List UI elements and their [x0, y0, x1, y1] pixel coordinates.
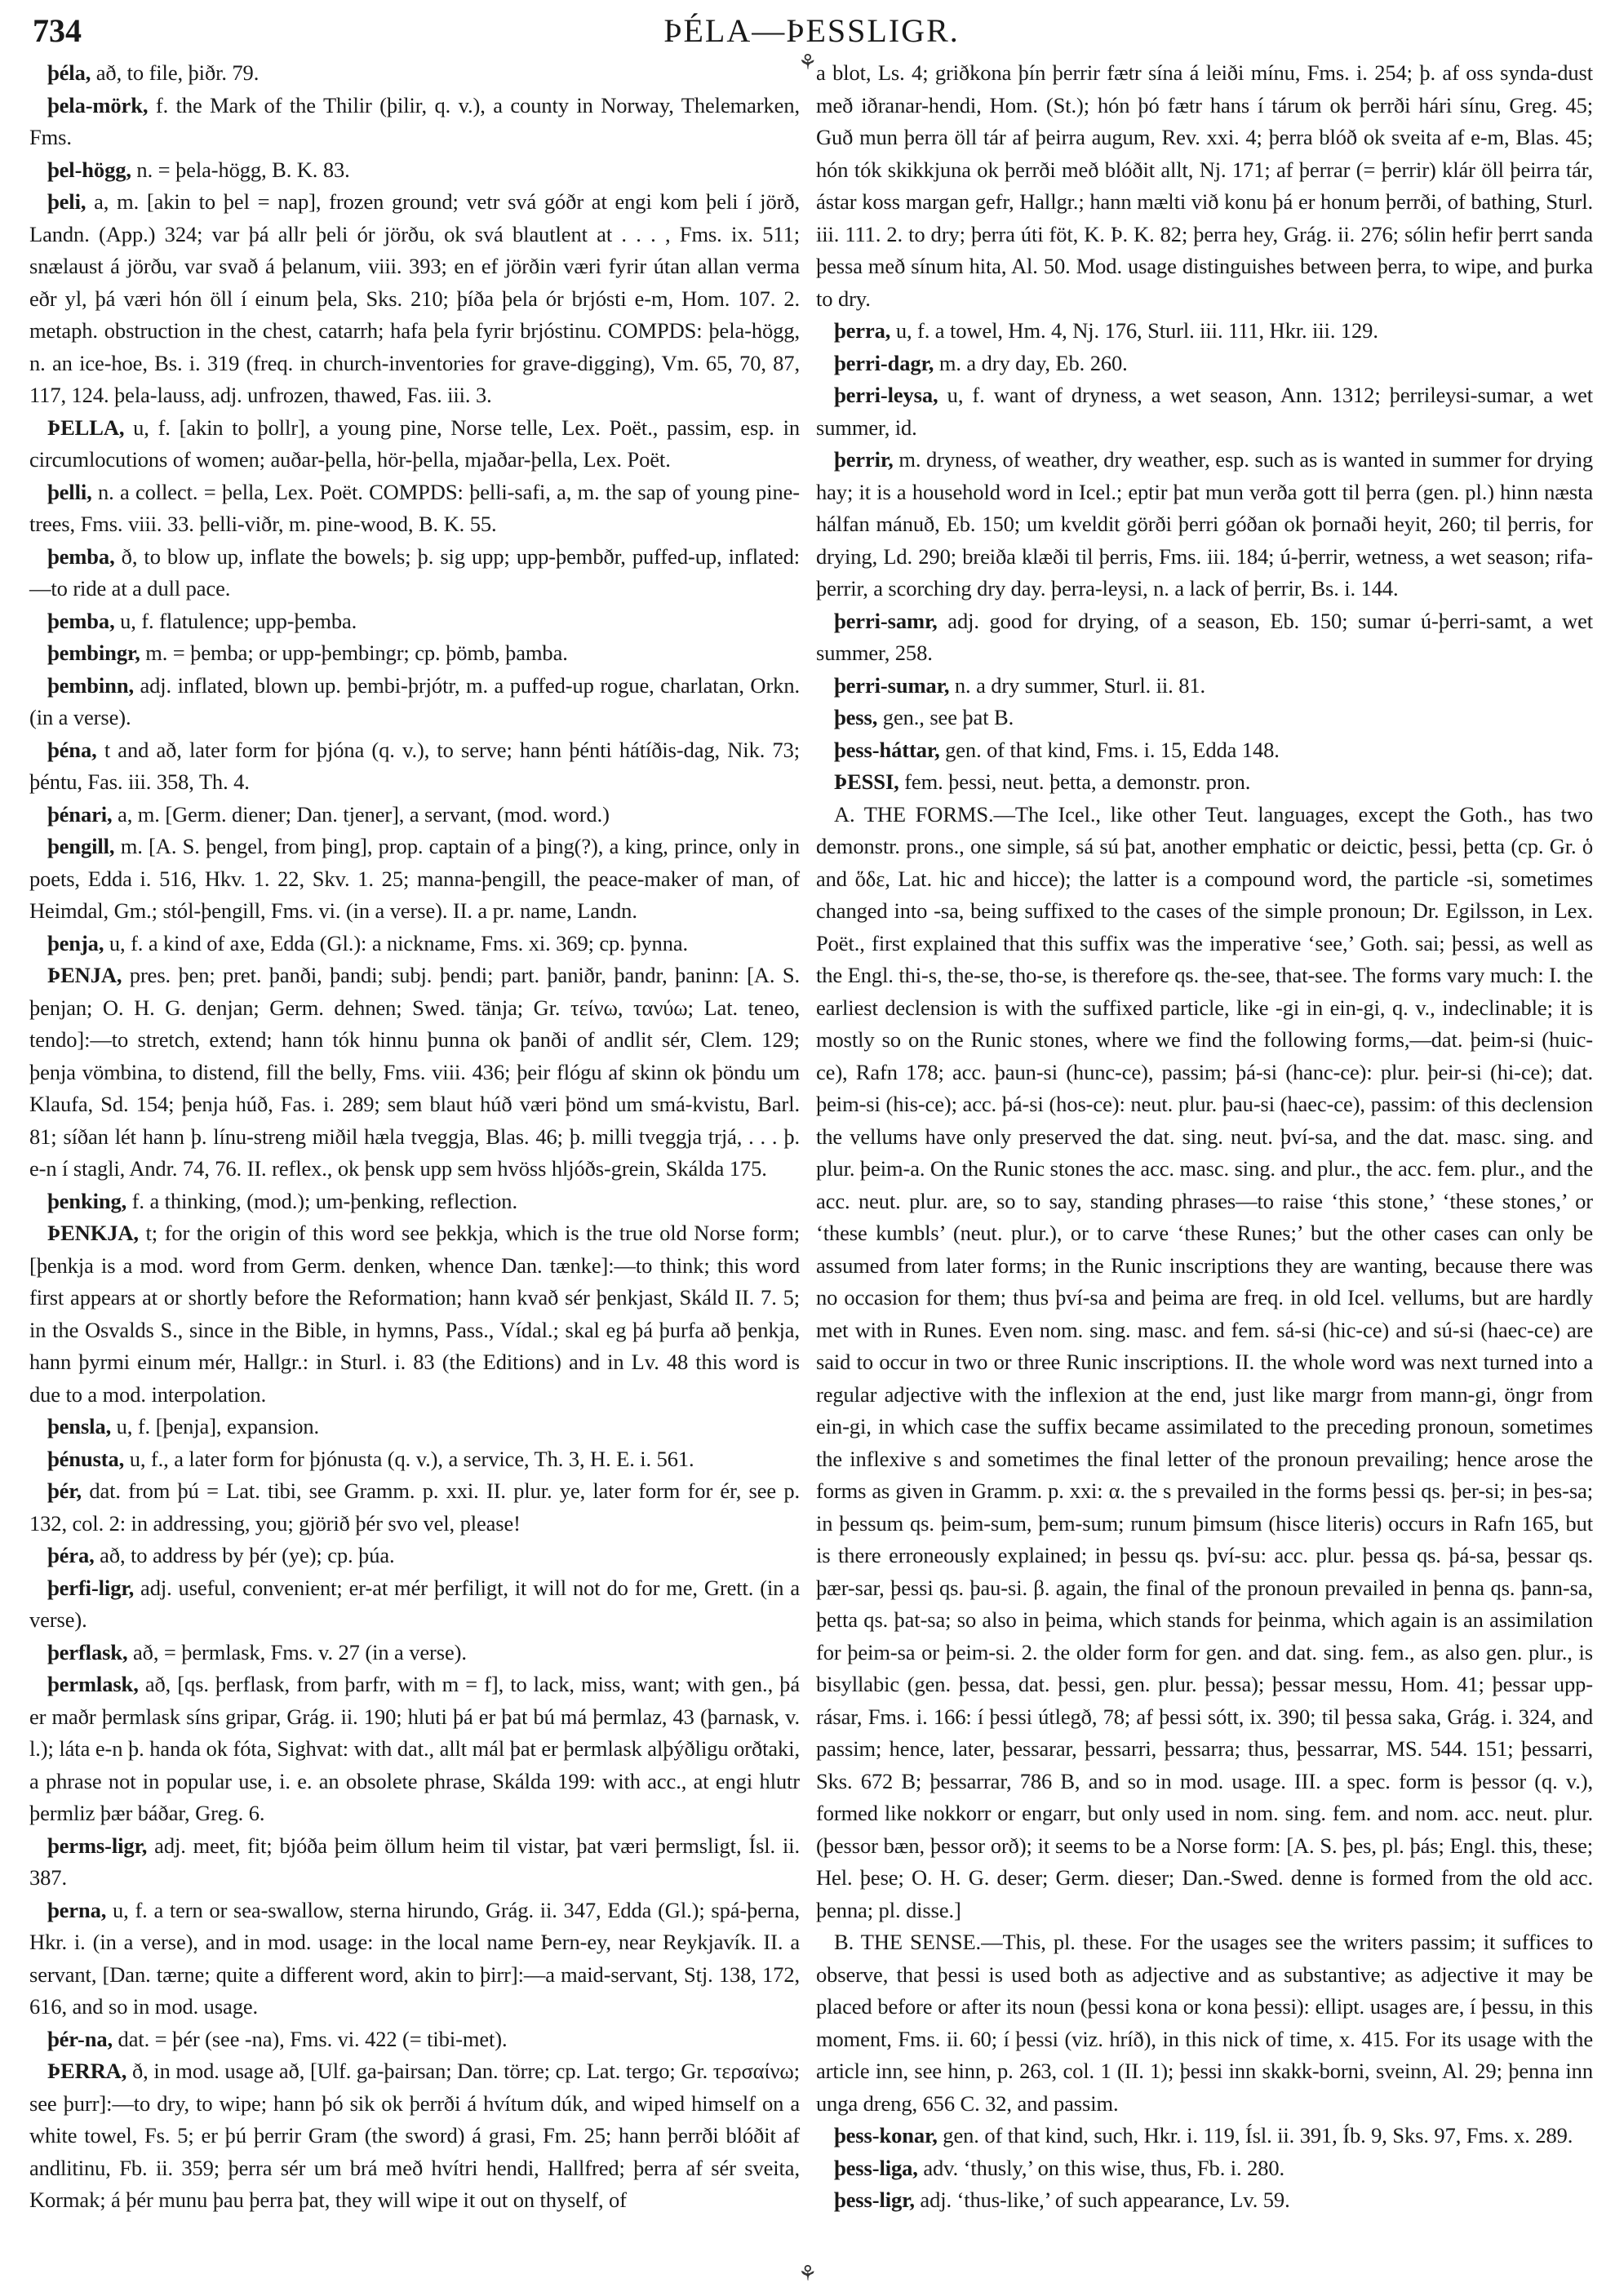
dictionary-entry — [816, 1926, 1593, 2120]
entry-headword: ÞENJA, — [47, 963, 122, 987]
entry-headword: þerri-leysa, — [834, 383, 938, 407]
entry-headword: þerflask, — [47, 1639, 128, 1664]
dictionary-entry — [29, 1895, 800, 2023]
entry-headword: þelli, — [47, 479, 92, 504]
entry-definition: m. dryness, of weather, dry weather, esp. such as is wanted in summer for drying hay; it is a household word in Icel.; eptir þat mun verða gott til þerra (gen. pl.) hinn næsta hálfan mánuð, Eb. 150; um kveldit görði þerri góðan ok þornaði heyit, 260; til þerris, for drying, Ld. 290; breiða klæði til þerris, Fms. iii. 184; ú-þerrir, wetness, a wet season; rifa-þerrir, a scorching dry day. þerra-leysi, n. a lack of þerrir, Bs. i. 144. — [816, 447, 1593, 601]
entry-headword: þerms-ligr, — [47, 1833, 148, 1858]
entry-definition: u, f. a tern or sea-swallow, sterna hirundo, Grág. ii. 347, Edda (Gl.); spá-þerna, Hkr. i. (in a verse), and in mod. usage: in the local name Þern-ey, near Reykjavík. II. a servant, [Dan. tærne; quite a different word, akin to þirr]:—a maid-servant, Stj. 138, 172, 616, and so in mod. usage. — [29, 1897, 800, 2019]
dictionary-entry — [816, 315, 1593, 348]
entry-headword: þerri-dagr, — [834, 350, 934, 375]
dictionary-entry — [29, 670, 800, 734]
dictionary-entry — [816, 57, 1593, 315]
entry-headword: þerri-sumar, — [834, 672, 950, 698]
dictionary-entry — [29, 928, 800, 960]
entry-definition: að, to address by þér (ye); cp. þúa. — [94, 1543, 395, 1567]
dictionary-entry — [816, 379, 1593, 444]
entry-headword: þess-háttar, — [834, 737, 940, 762]
entry-definition: u, f. a kind of axe, Edda (Gl.): a nickname, Fms. xi. 369; cp. þynna. — [104, 930, 689, 955]
entry-headword: ÞERRA, — [47, 2059, 127, 2083]
entry-definition: fem. þessi, neut. þetta, a demonstr. pron. — [898, 769, 1251, 794]
entry-definition: f. a thinking, (mod.); um-þenking, reflection. — [126, 1188, 517, 1213]
entry-headword: ÞENKJA, — [47, 1221, 139, 1245]
dictionary-entry — [29, 1411, 800, 1443]
dictionary-entry — [816, 734, 1593, 767]
entry-headword: þerna, — [47, 1897, 107, 1922]
dictionary-entry — [816, 702, 1593, 734]
dictionary-entry — [29, 1443, 800, 1476]
entry-definition: að, [qs. þerflask, from þarfr, with m = f], to lack, miss, want; with gen., þá er maðr þermlask síns gripar, Grág. ii. 190; hluti þá er þat bú má þermlaz, 43 (þarnask, v. l.); láta e-n þ. handa ok fóta, Sighvat: with dat., allt mál þat er þermlask alþýðligu orðtaki, a phrase not in popular use, i. e. an obsolete phrase, Skálda 199: with acc., at engi hlutr þermliz þær báðar, Greg. 6. — [29, 1672, 800, 1825]
entry-definition: u, f., a later form for þjónusta (q. v.), a service, Th. 3, H. E. i. 561. — [124, 1446, 694, 1471]
entry-headword: þemba, — [47, 543, 115, 569]
dictionary-entry — [29, 1637, 800, 1669]
entry-headword: þembinn, — [47, 672, 134, 698]
entry-headword: þess, — [834, 705, 878, 729]
entry-definition: adj. useful, convenient; er-at mér þerfiligt, it will not do for me, Grett. (in a verse). — [29, 1575, 800, 1632]
dictionary-entry — [816, 605, 1593, 670]
entry-headword: þér-na, — [47, 2026, 113, 2051]
entry-headword: þensla, — [47, 1414, 112, 1438]
entry-headword: þemba, — [47, 608, 115, 633]
dictionary-entry — [29, 90, 800, 154]
entry-definition: n. a collect. = þella, Lex. Poët. COMPDS: þelli-safi, a, m. the sap of young pine-trees, Fms. viii. 33. þelli-viðr, m. pine-wood, B. K. 55. — [29, 479, 800, 536]
dictionary-entry — [29, 960, 800, 1186]
entry-headword: þénari, — [47, 801, 113, 827]
entry-definition: dat. = þér (see -na), Fms. vi. 422 (= tibi-met). — [113, 2026, 508, 2051]
column-ornament-bottom-icon: ⚘ — [798, 2262, 818, 2285]
page-number: 734 — [33, 12, 82, 49]
entry-definition: u, f. [þenja], expansion. — [111, 1414, 320, 1438]
page-header — [33, 11, 1591, 52]
entry-headword: þéna, — [47, 737, 97, 762]
entry-definition: A. THE FORMS.—The Icel., like other Teut. languages, except the Goth., has two demonstr. prons., one simple, sá sú þat, another emphatic or deictic, þessi, þetta (cp. Gr. ὁ and ὅδε, Lat. hic and hicce); the latter is a compound word, the particle -si, sometimes changed into -sa, being suffixed to the cases of the simple pronoun; Dr. Egilsson, in Lex. Poët., first explained that this suffix was the imperative ‘see,’ Goth. sai; þessi, as well as the Engl. thi-s, the-se, tho-se, is therefore qs. the-see, that-see. The forms vary much: I. the earliest declension is with the suffixed particle, like -gi in ein-gi, q. v., indeclinable; it is mostly so on the Runic stones, where we find the following forms,—dat. þeim-si (huic-ce), Rafn 178; acc. þaun-si (hunc-ce), passim; þá-si (hanc-ce): plur. þeir-si (hi-ce); dat. þeim-si (his-ce); acc. þá-si (hos-ce): neut. plur. þau-si (haec-ce), passim: of this declension the vellums have only preserved the dat. sing. neut. því-sa, and the dat. masc. sing. and plur. þeim-a. On the Runic stones the acc. masc. sing. and plur., the acc. fem. plur., and the acc. neut. plur. are, so to say, standing phrases—to raise ‘this stone,’ ‘these stones,’ or ‘these kumbls’ (neut. plur.), or to carve ‘these Runes;’ but the other cases can only be assumed from later forms; in the Runic inscriptions they are wanting, because there was no occasion for them; thus því-sa and þeima are freq. in old Icel. vellums, but are hardly met with in Runes. Even nom. sing. masc. and fem. sá-si (hic-ce) and sú-si (haec-ce) are said to occur in two or three Runic inscriptions. II. the whole word was next turned into a regular adjective with the inflexion at the end, just like margr from mann-gi, öngr from ein-gi, in which case the suffix became assimilated to the preceding pronoun, sometimes the inflexive s and sometimes the final letter of the pronoun prevailing; hence arose the forms as given in Gramm. p. xxi: α. the s prevailed in the forms þessi qs. þer-si; in þes-sa; in þessum qs. þeim-sum, þem-sum; runum þimsum (hisce literis) occurs in Rafn 165, but is there erroneously explained; in þessu qs. því-su: acc. plur. þessa qs. þá-sa, þessar qs. þær-sar, þessi qs. þau-si. β. again, the final of the pronoun prevailed in þenna qs. þann-sa, þetta qs. þat-sa; so also in þeima, which stands for þeinma, which again is an assimilation for þeim-sa or þeim-si. 2. the older form for gen. and dat. sing. fem., as also gen. plur., is bisyllabic (gen. þessa, dat. þessi, gen. plur. þessa); þessar messu, Hom. 41; þessar upp-rásar, Fms. i. 166: í þessi útlegð, 78; af þessi sótt, ix. 390; til þessa saka, Grág. i. 324, and passim; hence, later, þessarar, þessarri, þessarra; thus, þessarrar, MS. 544. 151; þessarri, Sks. 672 B; þessarrar, 786 B, and so in mod. usage. III. a spec. form is þessor (q. v.), formed like nokkorr or engarr, but only used in nom. sing. fem. and nom. acc. neut. plur. (þessor bæn, þessor orð); it seems to be a Norse form: [A. S. þes, pl. þás; Engl. this, these; Hel. þese; O. H. G. deser; Germ. dieser; Dan.-Swed. denne is formed from the old acc. þenna; pl. disse.] — [816, 801, 1593, 1922]
entry-definition: gen. of that kind, such, Hkr. i. 119, Ísl. ii. 391, Íb. 9, Sks. 97, Fms. x. 289. — [937, 2123, 1573, 2148]
entry-definition: n. a dry summer, Sturl. ii. 81. — [949, 672, 1206, 698]
entry-definition: B. THE SENSE.—This, pl. these. For the usages see the writers passim; it suffices to observe, that þessi is used both as adjective and as substantive; as adjective it may be placed before or after its noun (þessi kona or kona þessi): ellipt. usages are, í þessu, in this moment, Fms. ii. 60; í þessi (viz. hríð), in this nick of time, x. 415. For its usage with the article inn, see hinn, p. 263, col. 1 (II. 1); þessi inn skakk-borni, sveinn, Al. 29; þenna inn unga dreng, 656 C. 32, and passim. — [816, 1930, 1593, 2116]
entry-headword: þela-mörk, — [47, 92, 149, 117]
entry-definition: f. the Mark of the Thilir (þilir, q. v.), a county in Norway, Thelemarken, Fms. — [29, 92, 800, 149]
entry-definition: t and að, later form for þjóna (q. v.), to serve; hann þénti hátíðis-dag, Nik. 73; þéntu, Fas. iii. 358, Th. 4. — [29, 737, 800, 794]
entry-headword: þermlask, — [47, 1672, 139, 1696]
dictionary-entry — [29, 1669, 800, 1830]
entry-headword: ÞESSI, — [834, 769, 899, 794]
entry-definition: pres. þen; pret. þanði, þandi; subj. þendi; part. þaniðr, þandr, þaninn: [A. S. þenjan; O. H. G. denjan; Germ. dehnen; Swed. tänja; Gr. τείνω, τανύω; Lat. teneo, tendo]:—to stretch, extend; hann tók hinnu þunna ok þanði of andlit sér, Clem. 129; þenja vömbina, to distend, fill the belly, Fms. viii. 436; þeir flógu af skinn ok þöndu um Klaufa, Sd. 154; þenja húð, Fas. i. 289; sem blaut húð væri þönd um smá-kvistu, Barl. 81; síðan lét hann þ. línu-streng miðil hæla tveggja, Blas. 46; þ. milli tveggja trjá, . . . þ. e-n í stagli, Andr. 74, 76. II. reflex., ok þensk upp sem hvöss hljóðs-grein, Skálda 175. — [29, 963, 800, 1181]
page-title: ÞÉLA—ÞESSLIGR. — [663, 12, 960, 49]
entry-definition: adj. inflated, blown up. þembi-þrjótr, m. a puffed-up rogue, charlatan, Orkn. (in a verse). — [29, 672, 800, 729]
dictionary-entry — [29, 1830, 800, 1895]
entry-definition: u, f. flatulence; upp-þemba. — [114, 608, 357, 633]
dictionary-entry — [816, 2152, 1593, 2185]
entry-definition: adj. ‘thus-like,’ of such appearance, Lv. 59. — [914, 2187, 1290, 2212]
entry-definition: gen. of that kind, Fms. i. 15, Edda 148. — [939, 737, 1280, 762]
entry-headword: þér, — [47, 1478, 82, 1503]
dictionary-entry — [29, 1186, 800, 1218]
entry-definition: u, f. want of dryness, a wet season, Ann. 1312; þerrileysi-sumar, a wet summer, id. — [816, 383, 1593, 440]
dictionary-entry — [29, 412, 800, 476]
entry-definition: að, to file, þiðr. 79. — [91, 60, 260, 85]
entry-definition: ð, in mod. usage að, [Ulf. ga-þairsan; Dan. törre; cp. Lat. tergo; Gr. τερσαίνω; see þurr]:—to dry, to wipe; hann þó sik ok þerrði á hvítum dúk, and wiped himself on a white towel, Fs. 5; er þú þerrir Gram (the sword) á grasi, Fm. 25; hann þerrði blóðit af andlitinu, Fb. ii. 359; þerra sér um brá með hvítri hendi, Hallfred; þerra af sér sveita, Kormak; á þér munu þau þerra þat, they will wipe it out on thyself, of — [29, 2059, 800, 2212]
entry-definition: m. = þemba; or upp-þembingr; cp. þömb, þamba. — [140, 640, 568, 665]
entry-headword: þess-konar, — [834, 2123, 938, 2148]
dictionary-entry — [816, 444, 1593, 605]
entry-definition: u, f. a towel, Hm. 4, Nj. 176, Sturl. iii. 111, Hkr. iii. 129. — [890, 318, 1378, 343]
entry-headword: þeli, — [47, 189, 87, 214]
dictionary-entry — [816, 799, 1593, 1927]
dictionary-entry — [29, 186, 800, 412]
entry-headword: þess-ligr, — [834, 2187, 915, 2212]
column-ornament-top-icon: ⚘ — [798, 51, 818, 74]
dictionary-entry — [29, 2055, 800, 2217]
dictionary-entry — [29, 637, 800, 670]
dictionary-entry — [29, 1540, 800, 1572]
entry-definition: adv. ‘thusly,’ on this wise, thus, Fb. i. 280. — [917, 2155, 1285, 2180]
entry-headword: þéra, — [47, 1543, 95, 1567]
entry-definition: a blot, Ls. 4; griðkona þín þerrir fætr sína á leiði mínu, Fms. i. 254; þ. af oss synda-dust með iðranar-hendi, Hom. (St.); hón þó fætr hans í tárum ok þerrði hári sínu, Greg. 45; Guð mun þerra öll tár af þeirra augum, Rev. xxi. 4; þerra blóð ok sveita af e-m, Blas. 45; hón tók skikkjuna ok þerrði með blóðit allt, Nj. 171; af þerrar (= þerrir) klár öll þeirra tár, ástar koss margan gefr, Hallgr.; hann mælti við konu þá er honum þerrði, of bathing, Sturl. iii. 111. 2. to dry; þerra úti föt, K. Þ. K. 82; þerra hey, Grág. ii. 276; sólin hefir þerrt sanda þessa með sínum hita, Al. 50. Mod. usage distinguishes between þerra, to wipe, and þurka to dry. — [816, 60, 1593, 311]
dictionary-entry — [29, 1475, 800, 1540]
entry-headword: þerri-samr, — [834, 608, 938, 633]
dictionary-entry — [29, 1572, 800, 1637]
entry-definition: a, m. [Germ. diener; Dan. tjener], a servant, (mod. word.) — [112, 801, 610, 827]
entry-headword: þéla, — [47, 60, 91, 85]
dictionary-entry — [816, 670, 1593, 703]
entry-definition: gen., see þat B. — [877, 705, 1014, 729]
entry-headword: þerfi-ligr, — [47, 1575, 135, 1600]
dictionary-entry — [29, 154, 800, 187]
entry-headword: þerra, — [834, 318, 891, 343]
entry-headword: þengill, — [47, 834, 115, 858]
entry-headword: þenking, — [47, 1188, 127, 1213]
entry-definition: adj. meet, fit; bjóða þeim öllum heim til vistar, þat væri þermsligt, Ísl. ii. 387. — [29, 1833, 800, 1890]
dictionary-entry — [29, 541, 800, 605]
dictionary-entry — [816, 766, 1593, 799]
dictionary-entry — [29, 476, 800, 541]
entry-headword: þerrir, — [834, 447, 894, 472]
dictionary-entry — [29, 57, 800, 90]
entry-headword: ÞELLA, — [47, 414, 125, 440]
dictionary-entry — [816, 348, 1593, 380]
dictionary-entry — [29, 831, 800, 928]
dictionary-entry — [816, 2184, 1593, 2217]
entry-headword: þembingr, — [47, 640, 140, 665]
dictionary-entry — [29, 2023, 800, 2056]
entry-definition: dat. from þú = Lat. tibi, see Gramm. p. xxi. II. plur. ye, later form for ér, see p. 132, col. 2: in addressing, you; gjörið þér svo vel, please! — [29, 1478, 800, 1536]
entry-definition: m. a dry day, Eb. 260. — [934, 350, 1128, 375]
dictionary-entry — [29, 799, 800, 831]
dictionary-entry — [29, 605, 800, 638]
entry-headword: þess-liga, — [834, 2155, 918, 2180]
dictionary-entry — [29, 1217, 800, 1411]
entry-definition: u, f. [akin to þollr], a young pine, Norse telle, Lex. Poët., passim, esp. in circumlocutions of women; auðar-þella, hör-þella, mjaðar-þella, Lex. Poët. — [29, 414, 800, 472]
entry-headword: þénusta, — [47, 1446, 125, 1471]
entry-definition: m. [A. S. þengel, from þing], prop. captain of a þing(?), a king, prince, only in poets, Edda i. 516, Hkv. 1. 22, Skv. 1. 25; manna-þengill, the peace-maker of man, of Heimdal, Gm.; stól-þengill, Fms. vi. (in a verse). II. a pr. name, Landn. — [29, 834, 800, 923]
entry-definition: að, = þermlask, Fms. v. 27 (in a verse). — [127, 1639, 467, 1664]
dictionary-entry — [29, 734, 800, 799]
dictionary-entry — [816, 2120, 1593, 2152]
entry-headword: þenja, — [47, 930, 104, 955]
entry-definition: a, m. [akin to þel = nap], frozen ground; vetr svá góðr at engi kom þeli í jörð, Landn. (App.) 324; var þá allr þeli ór jörðu, ok svá blautlent at . . . , Fms. ix. 511; snælaust á jörðu, var svað á þelanum, viii. 393; en ef jörðin væri fyrir útan allan verma eðr yl, þá væri hón öll í einum þela, Sks. 210; þíða þela ór brjósti e-m, Hom. 107. 2. metaph. obstruction in the chest, catarrh; hafa þela fyrir brjóstinu. COMPDS: þela-högg, n. an ice-hoe, Bs. i. 319 (freq. in church-inventories for grave-digging), Vm. 65, 70, 87, 117, 124. þela-lauss, adj. unfrozen, thawed, Fas. iii. 3. — [29, 189, 800, 407]
entry-definition: t; for the origin of this word see þekkja, which is the true old Norse form; [þenkja is a mod. word from Germ. denken, whence Dan. tænke]:—to think; this word first appears at or shortly before the Reformation; hann kvað sér þenkjast, Skáld II. 7. 5; in the Osvalds S., since in the Bible, in hymns, Pass., Vídal.; skal eg þá þurfa að þenkja, hann þyrmi einum mér, Hallgr.: in Sturl. i. 83 (the Editions) and in Lv. 48 this word is due to a mod. interpolation. — [29, 1221, 800, 1407]
entry-headword: þel-högg, — [47, 157, 131, 182]
left-column — [29, 57, 800, 2217]
entry-definition: adj. good for drying, of a season, Eb. 150; sumar ú-þerri-samt, a wet summer, 258. — [816, 608, 1593, 665]
right-column — [816, 57, 1593, 2217]
entry-definition: ð, to blow up, inflate the bowels; þ. sig upp; upp-þembðr, puffed-up, inflated:—to ride at a dull pace. — [29, 543, 800, 601]
entry-definition: n. = þela-högg, B. K. 83. — [131, 157, 350, 182]
